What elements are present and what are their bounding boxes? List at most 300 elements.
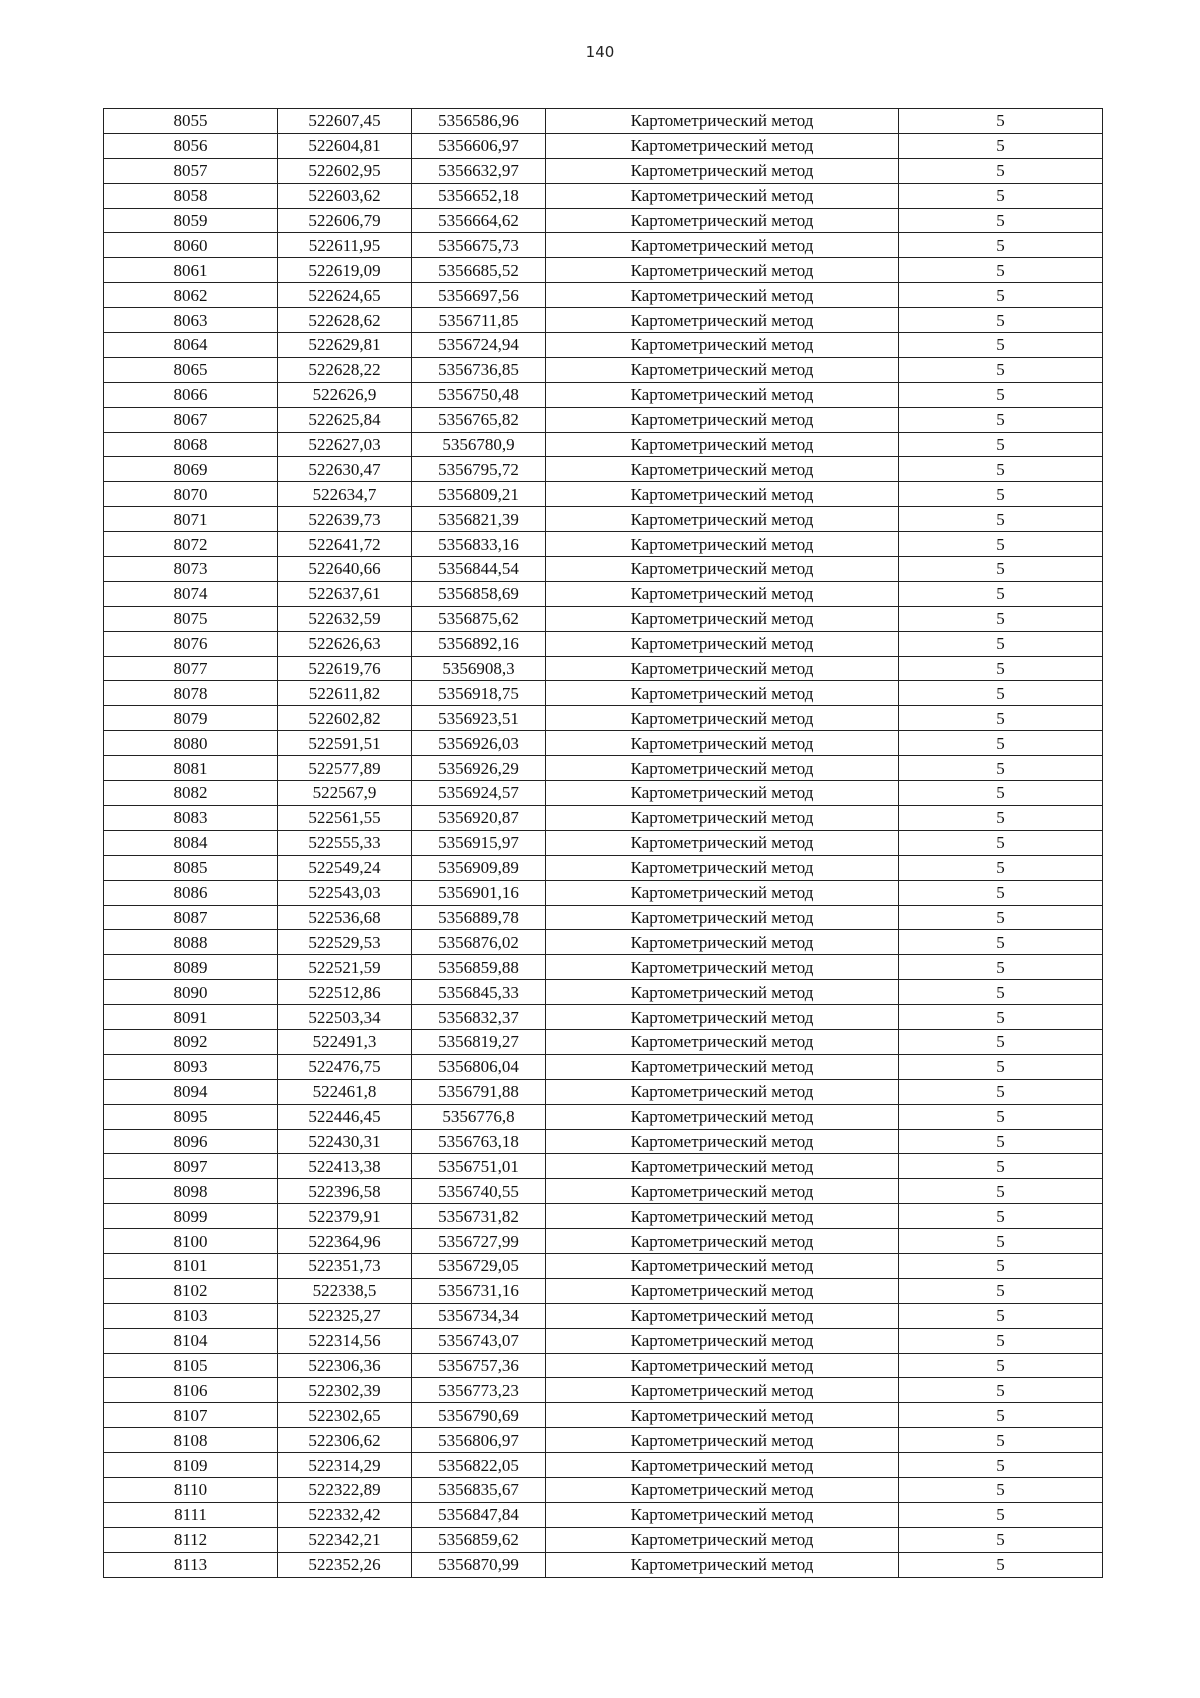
method-cell: Картометрический метод <box>546 1005 899 1030</box>
y-coordinate-cell: 5356889,78 <box>412 905 546 930</box>
accuracy-cell: 5 <box>899 133 1103 158</box>
method-cell: Картометрический метод <box>546 532 899 557</box>
accuracy-cell: 5 <box>899 855 1103 880</box>
x-coordinate-cell: 522491,3 <box>278 1029 412 1054</box>
y-coordinate-cell: 5356727,99 <box>412 1229 546 1254</box>
y-coordinate-cell: 5356731,82 <box>412 1204 546 1229</box>
method-cell: Картометрический метод <box>546 1278 899 1303</box>
method-cell: Картометрический метод <box>546 980 899 1005</box>
table-row <box>104 1154 1103 1179</box>
point-number-cell: 8097 <box>104 1154 278 1179</box>
accuracy-cell: 5 <box>899 830 1103 855</box>
table-row <box>104 507 1103 532</box>
x-coordinate-cell: 522322,89 <box>278 1477 412 1502</box>
point-number-cell: 8066 <box>104 382 278 407</box>
x-coordinate-cell: 522629,81 <box>278 333 412 358</box>
accuracy-cell: 5 <box>899 1403 1103 1428</box>
table-row <box>104 1502 1103 1527</box>
method-cell: Картометрический метод <box>546 258 899 283</box>
table-row <box>104 1229 1103 1254</box>
accuracy-cell: 5 <box>899 781 1103 806</box>
table-row <box>104 1104 1103 1129</box>
method-cell: Картометрический метод <box>546 1154 899 1179</box>
method-cell: Картометрический метод <box>546 208 899 233</box>
x-coordinate-cell: 522607,45 <box>278 109 412 134</box>
x-coordinate-cell: 522567,9 <box>278 781 412 806</box>
y-coordinate-cell: 5356750,48 <box>412 382 546 407</box>
x-coordinate-cell: 522628,22 <box>278 357 412 382</box>
accuracy-cell: 5 <box>899 905 1103 930</box>
y-coordinate-cell: 5356819,27 <box>412 1029 546 1054</box>
point-number-cell: 8055 <box>104 109 278 134</box>
method-cell: Картометрический метод <box>546 1079 899 1104</box>
accuracy-cell: 5 <box>899 1253 1103 1278</box>
point-number-cell: 8107 <box>104 1403 278 1428</box>
table-row <box>104 407 1103 432</box>
x-coordinate-cell: 522413,38 <box>278 1154 412 1179</box>
table-row <box>104 1079 1103 1104</box>
table-row <box>104 706 1103 731</box>
y-coordinate-cell: 5356763,18 <box>412 1129 546 1154</box>
accuracy-cell: 5 <box>899 1378 1103 1403</box>
x-coordinate-cell: 522461,8 <box>278 1079 412 1104</box>
y-coordinate-cell: 5356809,21 <box>412 482 546 507</box>
x-coordinate-cell: 522604,81 <box>278 133 412 158</box>
method-cell: Картометрический метод <box>546 1029 899 1054</box>
method-cell: Картометрический метод <box>546 1328 899 1353</box>
table-row <box>104 432 1103 457</box>
x-coordinate-cell: 522603,62 <box>278 183 412 208</box>
point-number-cell: 8089 <box>104 955 278 980</box>
method-cell: Картометрический метод <box>546 158 899 183</box>
table-row <box>104 880 1103 905</box>
method-cell: Картометрический метод <box>546 731 899 756</box>
point-number-cell: 8103 <box>104 1303 278 1328</box>
y-coordinate-cell: 5356652,18 <box>412 183 546 208</box>
y-coordinate-cell: 5356776,8 <box>412 1104 546 1129</box>
accuracy-cell: 5 <box>899 880 1103 905</box>
coordinates-table <box>103 108 1103 1578</box>
x-coordinate-cell: 522619,76 <box>278 656 412 681</box>
point-number-cell: 8081 <box>104 756 278 781</box>
table-row <box>104 581 1103 606</box>
table-row <box>104 1353 1103 1378</box>
table-row <box>104 1278 1103 1303</box>
point-number-cell: 8064 <box>104 333 278 358</box>
table-row <box>104 532 1103 557</box>
method-cell: Картометрический метод <box>546 482 899 507</box>
accuracy-cell: 5 <box>899 407 1103 432</box>
method-cell: Картометрический метод <box>546 756 899 781</box>
x-coordinate-cell: 522332,42 <box>278 1502 412 1527</box>
x-coordinate-cell: 522549,24 <box>278 855 412 880</box>
accuracy-cell: 5 <box>899 432 1103 457</box>
accuracy-cell: 5 <box>899 1303 1103 1328</box>
x-coordinate-cell: 522611,95 <box>278 233 412 258</box>
y-coordinate-cell: 5356791,88 <box>412 1079 546 1104</box>
accuracy-cell: 5 <box>899 930 1103 955</box>
point-number-cell: 8078 <box>104 681 278 706</box>
table-row <box>104 681 1103 706</box>
x-coordinate-cell: 522352,26 <box>278 1552 412 1577</box>
accuracy-cell: 5 <box>899 1278 1103 1303</box>
table-row <box>104 233 1103 258</box>
table-row <box>104 1328 1103 1353</box>
y-coordinate-cell: 5356724,94 <box>412 333 546 358</box>
y-coordinate-cell: 5356870,99 <box>412 1552 546 1577</box>
method-cell: Картометрический метод <box>546 1229 899 1254</box>
x-coordinate-cell: 522325,27 <box>278 1303 412 1328</box>
x-coordinate-cell: 522577,89 <box>278 756 412 781</box>
y-coordinate-cell: 5356664,62 <box>412 208 546 233</box>
x-coordinate-cell: 522591,51 <box>278 731 412 756</box>
method-cell: Картометрический метод <box>546 1204 899 1229</box>
x-coordinate-cell: 522306,62 <box>278 1428 412 1453</box>
method-cell: Картометрический метод <box>546 805 899 830</box>
x-coordinate-cell: 522632,59 <box>278 606 412 631</box>
x-coordinate-cell: 522536,68 <box>278 905 412 930</box>
y-coordinate-cell: 5356790,69 <box>412 1403 546 1428</box>
accuracy-cell: 5 <box>899 1104 1103 1129</box>
point-number-cell: 8079 <box>104 706 278 731</box>
table-row <box>104 905 1103 930</box>
y-coordinate-cell: 5356740,55 <box>412 1179 546 1204</box>
point-number-cell: 8067 <box>104 407 278 432</box>
accuracy-cell: 5 <box>899 382 1103 407</box>
method-cell: Картометрический метод <box>546 1054 899 1079</box>
accuracy-cell: 5 <box>899 1029 1103 1054</box>
point-number-cell: 8098 <box>104 1179 278 1204</box>
accuracy-cell: 5 <box>899 109 1103 134</box>
method-cell: Картометрический метод <box>546 283 899 308</box>
point-number-cell: 8101 <box>104 1253 278 1278</box>
table-row <box>104 855 1103 880</box>
method-cell: Картометрический метод <box>546 1552 899 1577</box>
y-coordinate-cell: 5356847,84 <box>412 1502 546 1527</box>
point-number-cell: 8110 <box>104 1477 278 1502</box>
point-number-cell: 8086 <box>104 880 278 905</box>
table-row <box>104 258 1103 283</box>
method-cell: Картометрический метод <box>546 905 899 930</box>
point-number-cell: 8106 <box>104 1378 278 1403</box>
y-coordinate-cell: 5356806,97 <box>412 1428 546 1453</box>
method-cell: Картометрический метод <box>546 109 899 134</box>
method-cell: Картометрический метод <box>546 183 899 208</box>
page-number: 140 <box>585 43 615 61</box>
table-row <box>104 1303 1103 1328</box>
table-row <box>104 109 1103 134</box>
method-cell: Картометрический метод <box>546 880 899 905</box>
accuracy-cell: 5 <box>899 955 1103 980</box>
accuracy-cell: 5 <box>899 532 1103 557</box>
accuracy-cell: 5 <box>899 631 1103 656</box>
point-number-cell: 8099 <box>104 1204 278 1229</box>
y-coordinate-cell: 5356711,85 <box>412 308 546 333</box>
point-number-cell: 8109 <box>104 1453 278 1478</box>
method-cell: Картометрический метод <box>546 432 899 457</box>
x-coordinate-cell: 522602,82 <box>278 706 412 731</box>
point-number-cell: 8063 <box>104 308 278 333</box>
y-coordinate-cell: 5356675,73 <box>412 233 546 258</box>
x-coordinate-cell: 522529,53 <box>278 930 412 955</box>
table-row <box>104 1552 1103 1577</box>
method-cell: Картометрический метод <box>546 133 899 158</box>
y-coordinate-cell: 5356924,57 <box>412 781 546 806</box>
accuracy-cell: 5 <box>899 1527 1103 1552</box>
x-coordinate-cell: 522606,79 <box>278 208 412 233</box>
x-coordinate-cell: 522639,73 <box>278 507 412 532</box>
point-number-cell: 8092 <box>104 1029 278 1054</box>
point-number-cell: 8056 <box>104 133 278 158</box>
method-cell: Картометрический метод <box>546 1378 899 1403</box>
accuracy-cell: 5 <box>899 1204 1103 1229</box>
point-number-cell: 8071 <box>104 507 278 532</box>
accuracy-cell: 5 <box>899 1005 1103 1030</box>
table-row <box>104 357 1103 382</box>
x-coordinate-cell: 522624,65 <box>278 283 412 308</box>
method-cell: Картометрический метод <box>546 855 899 880</box>
table-row <box>104 1204 1103 1229</box>
method-cell: Картометрический метод <box>546 631 899 656</box>
method-cell: Картометрический метод <box>546 1104 899 1129</box>
table-row <box>104 382 1103 407</box>
y-coordinate-cell: 5356743,07 <box>412 1328 546 1353</box>
table-row <box>104 731 1103 756</box>
point-number-cell: 8094 <box>104 1079 278 1104</box>
table-row <box>104 1378 1103 1403</box>
method-cell: Картометрический метод <box>546 357 899 382</box>
accuracy-cell: 5 <box>899 656 1103 681</box>
method-cell: Картометрический метод <box>546 706 899 731</box>
point-number-cell: 8105 <box>104 1353 278 1378</box>
y-coordinate-cell: 5356606,97 <box>412 133 546 158</box>
table-row <box>104 183 1103 208</box>
accuracy-cell: 5 <box>899 1328 1103 1353</box>
accuracy-cell: 5 <box>899 756 1103 781</box>
coordinates-table-body <box>104 109 1103 1578</box>
table-row <box>104 955 1103 980</box>
accuracy-cell: 5 <box>899 681 1103 706</box>
accuracy-cell: 5 <box>899 706 1103 731</box>
x-coordinate-cell: 522619,09 <box>278 258 412 283</box>
method-cell: Картометрический метод <box>546 1527 899 1552</box>
x-coordinate-cell: 522314,56 <box>278 1328 412 1353</box>
table-row <box>104 980 1103 1005</box>
point-number-cell: 8077 <box>104 656 278 681</box>
table-row <box>104 1527 1103 1552</box>
x-coordinate-cell: 522302,39 <box>278 1378 412 1403</box>
method-cell: Картометрический метод <box>546 581 899 606</box>
y-coordinate-cell: 5356773,23 <box>412 1378 546 1403</box>
table-row <box>104 656 1103 681</box>
point-number-cell: 8090 <box>104 980 278 1005</box>
y-coordinate-cell: 5356876,02 <box>412 930 546 955</box>
x-coordinate-cell: 522630,47 <box>278 457 412 482</box>
accuracy-cell: 5 <box>899 1129 1103 1154</box>
point-number-cell: 8111 <box>104 1502 278 1527</box>
y-coordinate-cell: 5356729,05 <box>412 1253 546 1278</box>
y-coordinate-cell: 5356685,52 <box>412 258 546 283</box>
table-row <box>104 756 1103 781</box>
point-number-cell: 8069 <box>104 457 278 482</box>
point-number-cell: 8085 <box>104 855 278 880</box>
table-row <box>104 606 1103 631</box>
accuracy-cell: 5 <box>899 1552 1103 1577</box>
method-cell: Картометрический метод <box>546 781 899 806</box>
method-cell: Картометрический метод <box>546 930 899 955</box>
point-number-cell: 8088 <box>104 930 278 955</box>
table-row <box>104 1453 1103 1478</box>
accuracy-cell: 5 <box>899 1154 1103 1179</box>
accuracy-cell: 5 <box>899 333 1103 358</box>
y-coordinate-cell: 5356795,72 <box>412 457 546 482</box>
table-row <box>104 781 1103 806</box>
table-row <box>104 283 1103 308</box>
point-number-cell: 8100 <box>104 1229 278 1254</box>
point-number-cell: 8075 <box>104 606 278 631</box>
x-coordinate-cell: 522626,9 <box>278 382 412 407</box>
point-number-cell: 8095 <box>104 1104 278 1129</box>
x-coordinate-cell: 522396,58 <box>278 1179 412 1204</box>
point-number-cell: 8082 <box>104 781 278 806</box>
x-coordinate-cell: 522512,86 <box>278 980 412 1005</box>
x-coordinate-cell: 522634,7 <box>278 482 412 507</box>
point-number-cell: 8084 <box>104 830 278 855</box>
accuracy-cell: 5 <box>899 183 1103 208</box>
accuracy-cell: 5 <box>899 1054 1103 1079</box>
accuracy-cell: 5 <box>899 1229 1103 1254</box>
table-row <box>104 1403 1103 1428</box>
y-coordinate-cell: 5356859,62 <box>412 1527 546 1552</box>
y-coordinate-cell: 5356832,37 <box>412 1005 546 1030</box>
point-number-cell: 8058 <box>104 183 278 208</box>
x-coordinate-cell: 522446,45 <box>278 1104 412 1129</box>
method-cell: Картометрический метод <box>546 382 899 407</box>
y-coordinate-cell: 5356835,67 <box>412 1477 546 1502</box>
x-coordinate-cell: 522338,5 <box>278 1278 412 1303</box>
point-number-cell: 8108 <box>104 1428 278 1453</box>
point-number-cell: 8060 <box>104 233 278 258</box>
point-number-cell: 8068 <box>104 432 278 457</box>
x-coordinate-cell: 522640,66 <box>278 557 412 582</box>
y-coordinate-cell: 5356736,85 <box>412 357 546 382</box>
x-coordinate-cell: 522503,34 <box>278 1005 412 1030</box>
accuracy-cell: 5 <box>899 1353 1103 1378</box>
point-number-cell: 8073 <box>104 557 278 582</box>
y-coordinate-cell: 5356806,04 <box>412 1054 546 1079</box>
x-coordinate-cell: 522521,59 <box>278 955 412 980</box>
x-coordinate-cell: 522302,65 <box>278 1403 412 1428</box>
table-row <box>104 308 1103 333</box>
point-number-cell: 8074 <box>104 581 278 606</box>
accuracy-cell: 5 <box>899 731 1103 756</box>
table-row <box>104 1029 1103 1054</box>
y-coordinate-cell: 5356845,33 <box>412 980 546 1005</box>
y-coordinate-cell: 5356915,97 <box>412 830 546 855</box>
x-coordinate-cell: 522351,73 <box>278 1253 412 1278</box>
table-row <box>104 557 1103 582</box>
y-coordinate-cell: 5356875,62 <box>412 606 546 631</box>
x-coordinate-cell: 522637,61 <box>278 581 412 606</box>
table-row <box>104 457 1103 482</box>
accuracy-cell: 5 <box>899 482 1103 507</box>
point-number-cell: 8076 <box>104 631 278 656</box>
x-coordinate-cell: 522625,84 <box>278 407 412 432</box>
x-coordinate-cell: 522641,72 <box>278 532 412 557</box>
point-number-cell: 8112 <box>104 1527 278 1552</box>
y-coordinate-cell: 5356892,16 <box>412 631 546 656</box>
y-coordinate-cell: 5356586,96 <box>412 109 546 134</box>
accuracy-cell: 5 <box>899 507 1103 532</box>
y-coordinate-cell: 5356923,51 <box>412 706 546 731</box>
accuracy-cell: 5 <box>899 1079 1103 1104</box>
point-number-cell: 8113 <box>104 1552 278 1577</box>
method-cell: Картометрический метод <box>546 1403 899 1428</box>
y-coordinate-cell: 5356822,05 <box>412 1453 546 1478</box>
method-cell: Картометрический метод <box>546 656 899 681</box>
point-number-cell: 8057 <box>104 158 278 183</box>
table-row <box>104 1129 1103 1154</box>
y-coordinate-cell: 5356751,01 <box>412 1154 546 1179</box>
method-cell: Картометрический метод <box>546 507 899 532</box>
y-coordinate-cell: 5356757,36 <box>412 1353 546 1378</box>
y-coordinate-cell: 5356821,39 <box>412 507 546 532</box>
y-coordinate-cell: 5356859,88 <box>412 955 546 980</box>
accuracy-cell: 5 <box>899 805 1103 830</box>
table-row <box>104 208 1103 233</box>
accuracy-cell: 5 <box>899 606 1103 631</box>
table-row <box>104 830 1103 855</box>
x-coordinate-cell: 522476,75 <box>278 1054 412 1079</box>
y-coordinate-cell: 5356918,75 <box>412 681 546 706</box>
table-row <box>104 1054 1103 1079</box>
method-cell: Картометрический метод <box>546 557 899 582</box>
point-number-cell: 8102 <box>104 1278 278 1303</box>
y-coordinate-cell: 5356844,54 <box>412 557 546 582</box>
point-number-cell: 8093 <box>104 1054 278 1079</box>
y-coordinate-cell: 5356731,16 <box>412 1278 546 1303</box>
accuracy-cell: 5 <box>899 308 1103 333</box>
accuracy-cell: 5 <box>899 980 1103 1005</box>
accuracy-cell: 5 <box>899 1477 1103 1502</box>
method-cell: Картометрический метод <box>546 333 899 358</box>
point-number-cell: 8070 <box>104 482 278 507</box>
x-coordinate-cell: 522602,95 <box>278 158 412 183</box>
y-coordinate-cell: 5356909,89 <box>412 855 546 880</box>
method-cell: Картометрический метод <box>546 233 899 258</box>
accuracy-cell: 5 <box>899 1428 1103 1453</box>
x-coordinate-cell: 522627,03 <box>278 432 412 457</box>
y-coordinate-cell: 5356734,34 <box>412 1303 546 1328</box>
point-number-cell: 8065 <box>104 357 278 382</box>
accuracy-cell: 5 <box>899 233 1103 258</box>
y-coordinate-cell: 5356920,87 <box>412 805 546 830</box>
accuracy-cell: 5 <box>899 158 1103 183</box>
accuracy-cell: 5 <box>899 283 1103 308</box>
point-number-cell: 8072 <box>104 532 278 557</box>
table-row <box>104 158 1103 183</box>
point-number-cell: 8087 <box>104 905 278 930</box>
x-coordinate-cell: 522626,63 <box>278 631 412 656</box>
method-cell: Картометрический метод <box>546 308 899 333</box>
method-cell: Картометрический метод <box>546 955 899 980</box>
table-row <box>104 805 1103 830</box>
x-coordinate-cell: 522430,31 <box>278 1129 412 1154</box>
method-cell: Картометрический метод <box>546 1453 899 1478</box>
y-coordinate-cell: 5356901,16 <box>412 880 546 905</box>
y-coordinate-cell: 5356926,29 <box>412 756 546 781</box>
point-number-cell: 8062 <box>104 283 278 308</box>
